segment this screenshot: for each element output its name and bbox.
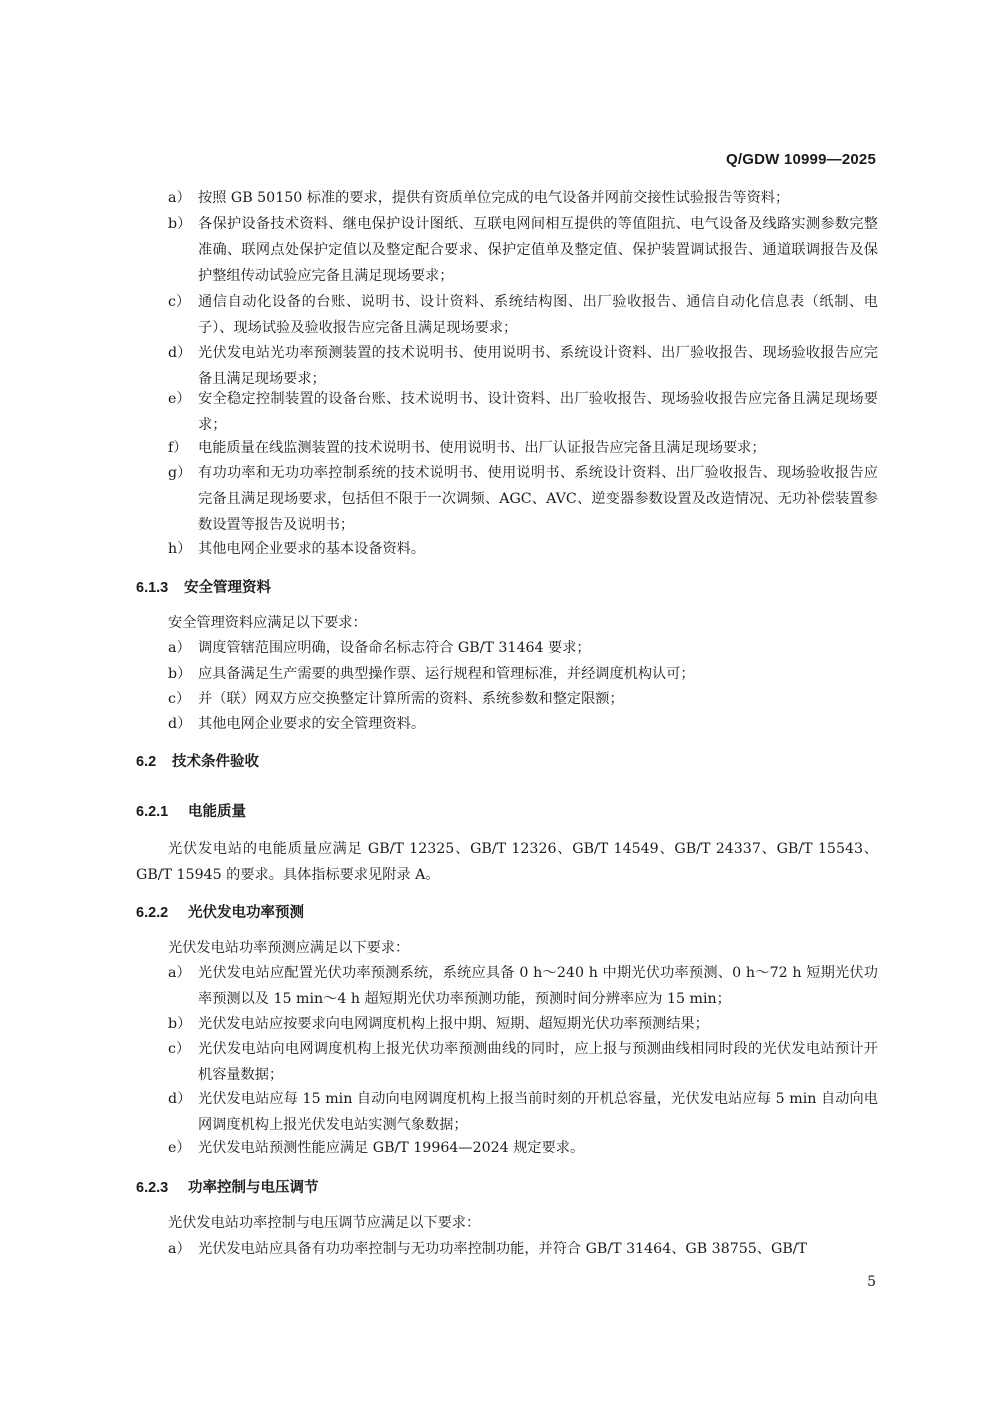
page-number: 5: [867, 1274, 876, 1290]
list-text: 电能质量在线监测装置的技术说明书、使用说明书、出厂认证报告应完备且满足现场要求；: [198, 440, 766, 456]
section-heading-6-2: [136, 750, 259, 774]
section-title: 光伏发电功率预测: [188, 905, 304, 921]
section-title: 功率控制与电压调节: [188, 1180, 319, 1196]
list-label: d）: [168, 345, 192, 361]
list-text: 按照 GB 50150 标准的要求，提供有资质单位完成的电气设备并网前交接性试验报告等资料；: [198, 190, 790, 206]
list-text: 有功功率和无功功率控制系统的技术说明书、使用说明书、系统设计资料、出厂验收报告、现场验收报告应完备且满足现场要求，包括但不限于一次调频、AGC、AVC、逆变器参数设置及改造情况、无功补偿装置参数设置等报告及说明书；: [198, 465, 878, 533]
list-item: [136, 1135, 878, 1161]
list-text: 光伏发电站光功率预测装置的技术说明书、使用说明书、系统设计资料、出厂验收报告、现场验收报告应完备且满足现场要求；: [198, 345, 878, 387]
list-text: 光伏发电站应按要求向电网调度机构上报中期、短期、超短期光伏功率预测结果；: [198, 1016, 709, 1032]
list-label: h）: [168, 541, 192, 557]
list-text: 安全稳定控制装置的设备台账、技术说明书、设计资料、出厂验收报告、现场验收报告应完备且满足现场要求；: [198, 391, 878, 433]
list-label: d）: [168, 716, 192, 732]
list-label: e）: [168, 1140, 191, 1156]
list-text: 其他电网企业要求的安全管理资料。: [198, 716, 426, 732]
list-text: 其他电网企业要求的基本设备资料。: [198, 541, 426, 557]
section-heading-6-2-3: [136, 1176, 319, 1200]
list-item: [136, 1011, 878, 1037]
list-text: 光伏发电站应每 15 min 自动向电网调度机构上报当前时刻的开机总容量，光伏发电站应每 5 min 自动向电网调度机构上报光伏发电站实测气象数据；: [198, 1091, 878, 1133]
list-item: [136, 1036, 878, 1088]
list-item: [136, 386, 878, 438]
list-item: [136, 185, 878, 211]
section-title: 安全管理资料: [184, 580, 271, 596]
list-text: 光伏发电站向电网调度机构上报光伏功率预测曲线的同时，应上报与预测曲线相同时段的光伏发电站预计开机容量数据；: [198, 1041, 878, 1083]
list-label: c）: [168, 294, 191, 310]
list-label: e）: [168, 391, 191, 407]
list-label: b）: [168, 216, 192, 232]
list-item: [136, 1236, 878, 1262]
section-heading-6-2-2: [136, 901, 304, 925]
section-intro: 安全管理资料应满足以下要求：: [168, 615, 367, 631]
section-intro: 光伏发电站功率预测应满足以下要求：: [168, 940, 410, 956]
list-label: a）: [168, 640, 191, 656]
list-item: [136, 711, 878, 737]
section-number: 6.2.1: [136, 804, 169, 820]
list-label: g）: [168, 465, 192, 481]
list-label: d）: [168, 1091, 192, 1107]
list-item: [136, 460, 878, 538]
section-title: 技术条件验收: [172, 754, 259, 770]
section-number: 6.2.2: [136, 905, 169, 921]
list-item: [136, 960, 878, 1012]
list-text: 通信自动化设备的台账、说明书、设计资料、系统结构图、出厂验收报告、通信自动化信息表（纸制、电子）、现场试验及验收报告应完备且满足现场要求；: [198, 294, 878, 336]
list-text: 光伏发电站应配置光伏功率预测系统，系统应具备 0 h～240 h 中期光伏功率预测、0 h～72 h 短期光伏功率预测以及 15 min～4 h 超短期光伏功率预测功能，预测时间分辨率应为 15 min；: [198, 965, 878, 1007]
section-intro: 光伏发电站功率控制与电压调节应满足以下要求：: [168, 1215, 481, 1231]
list-label: a）: [168, 1241, 191, 1257]
list-label: a）: [168, 190, 191, 206]
list-item: [136, 211, 878, 289]
list-item: [136, 289, 878, 341]
list-item: [136, 661, 878, 687]
list-label: f）: [168, 440, 188, 456]
list-item: [136, 340, 878, 392]
list-item: [136, 635, 878, 661]
list-label: a）: [168, 965, 191, 981]
list-item: [136, 536, 878, 562]
list-text: 应具备满足生产需要的典型操作票、运行规程和管理标准，并经调度机构认可；: [198, 666, 695, 682]
section-number: 6.2: [136, 754, 157, 770]
section-number: 6.2.3: [136, 1180, 169, 1196]
section-title: 电能质量: [188, 804, 246, 820]
list-label: b）: [168, 666, 192, 682]
list-text: 光伏发电站预测性能应满足 GB/T 19964—2024 规定要求。: [198, 1140, 585, 1156]
list-item: [136, 1086, 878, 1138]
list-text: 调度管辖范围应明确，设备命名标志符合 GB/T 31464 要求；: [198, 640, 591, 656]
section-number: 6.1.3: [136, 580, 169, 596]
list-label: c）: [168, 1041, 191, 1057]
list-text: 并（联）网双方应交换整定计算所需的资料、系统参数和整定限额；: [198, 691, 624, 707]
section-paragraph: 光伏发电站的电能质量应满足 GB/T 12325、GB/T 12326、GB/T 14549、GB/T 24337、GB/T 15543、GB/T 15945 的要求。具体指标要求见附录 A。: [136, 841, 878, 883]
list-item: [136, 435, 878, 461]
list-label: b）: [168, 1016, 192, 1032]
list-item: [136, 686, 878, 712]
list-label: c）: [168, 691, 191, 707]
list-text: 光伏发电站应具备有功功率控制与无功功率控制功能，并符合 GB/T 31464、GB 38755、GB/T: [198, 1241, 807, 1257]
standard-code: Q/GDW 10999—2025: [726, 151, 876, 168]
section-heading-6-2-1: [136, 800, 246, 824]
section-heading-6-1-3: [136, 576, 271, 600]
list-text: 各保护设备技术资料、继电保护设计图纸、互联电网间相互提供的等值阻抗、电气设备及线路实测参数完整准确、联网点处保护定值以及整定配合要求、保护定值单及整定值、保护装置调试报告、通道联调报告及保护整组传动试验应完备且满足现场要求；: [198, 216, 878, 284]
